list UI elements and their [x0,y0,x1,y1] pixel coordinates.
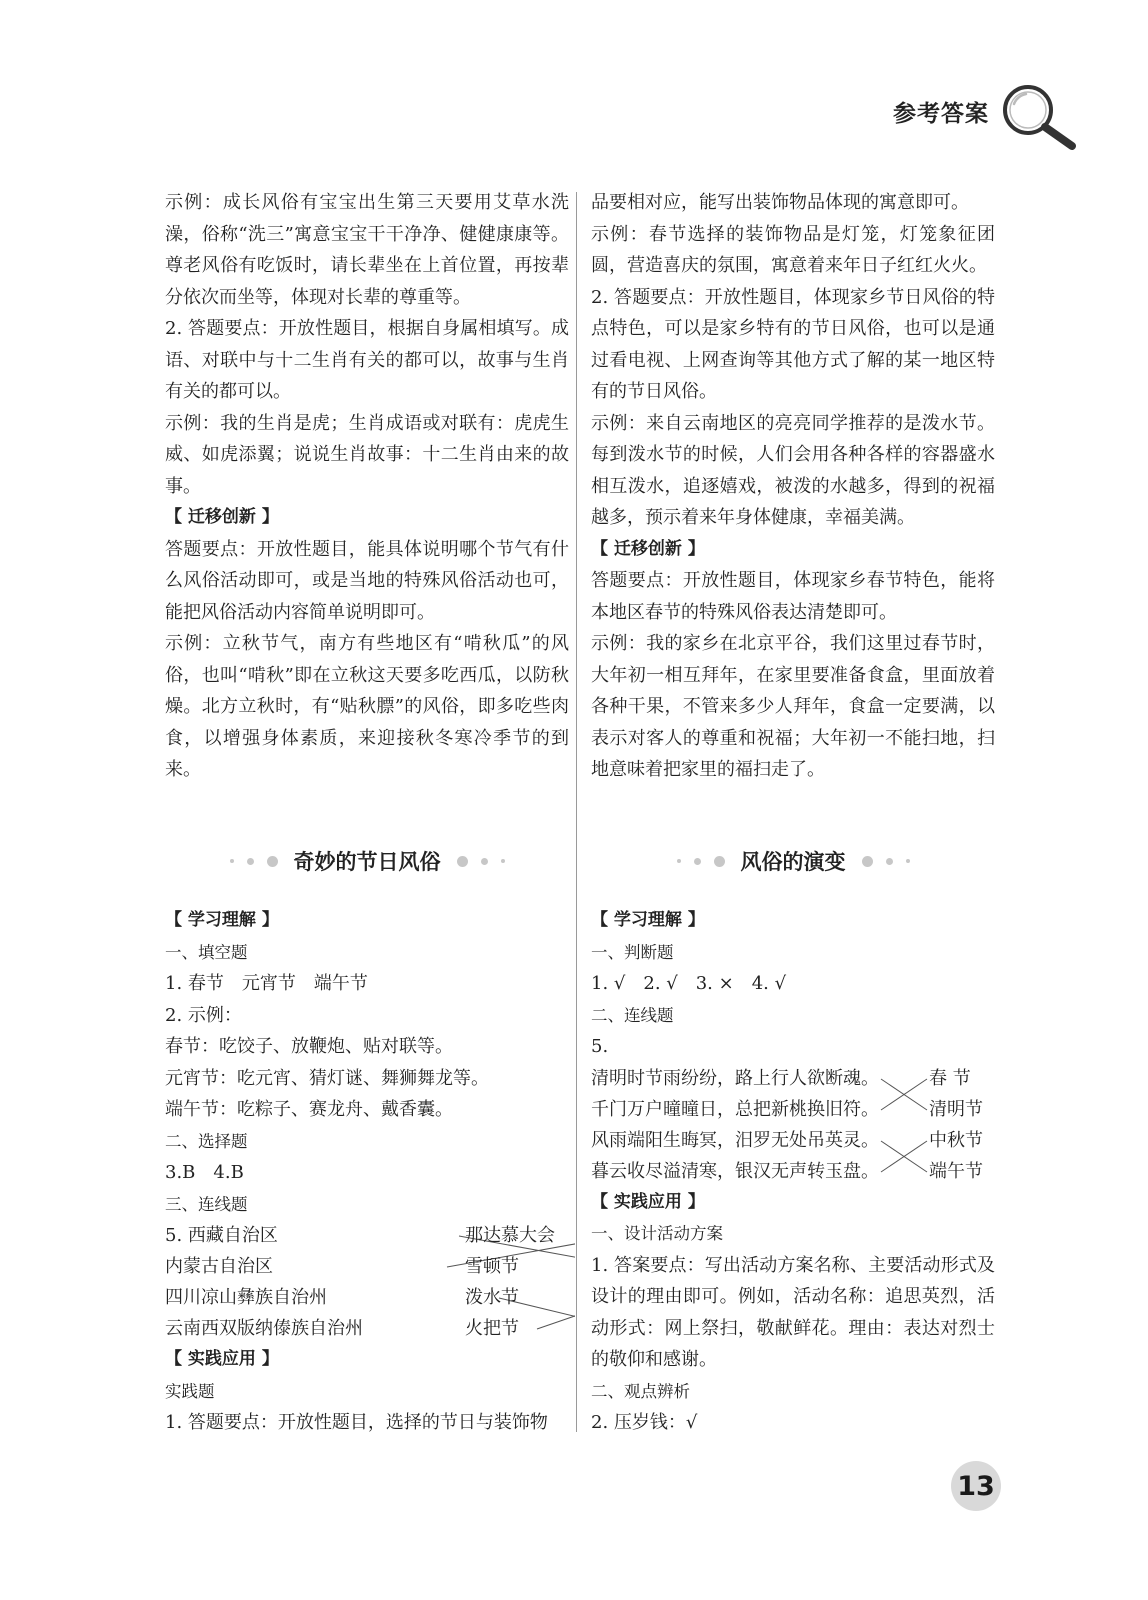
match-right-item: 春 节 [929,1067,971,1089]
answer-line: 端午节：吃粽子、赛龙舟、戴香囊。 [165,1099,453,1120]
match-left-item: 内蒙古自治区 [165,1256,273,1277]
header-title: 参考答案 [893,101,989,127]
right-bottom-column [591,905,995,1439]
answer-line: 2. 示例： [165,1004,242,1026]
paragraph: 答题要点：开放性题目，体现家乡春节特色，能将本地区春节的特殊风俗表达清楚即可。 [591,570,995,623]
section-heading: 【 学习理解 】 [591,910,705,930]
subheading: 一、填空题 [165,942,248,962]
subheading: 一、设计活动方案 [591,1224,723,1243]
page-number: 13 [951,1461,1001,1511]
section-title-text: 风俗的演变 [740,850,846,874]
paragraph: 示例：成长风俗有宝宝出生第三天要用艾草水洗澡，俗称“洗三”寓意宝宝干干净净、健健康康等。尊老风俗有吃饭时，请长辈坐在上首位置，再按辈分依次而坐等，体现对长辈的尊重等。 [165,192,569,308]
matching-exercise [591,1063,1001,1187]
match-right-item: 端午节 [929,1160,983,1182]
section-heading: 【 迁移创新 】 [591,538,705,559]
match-left-item: 千门万户曈曈日，总把新桃换旧符。 [591,1098,879,1120]
left-bottom-column [165,905,569,1439]
answer-line: 5. [591,1036,609,1057]
match-right-item: 清明节 [929,1098,983,1120]
paragraph: 品要相对应，能写出装饰物品体现的寓意即可。 [591,192,969,213]
answer-line: 2. 压岁钱：√ [591,1412,698,1433]
paragraph: 示例：来自云南地区的亮亮同学推荐的是泼水节。每到泼水节的时候，人们会用各种各样的容器盛水相互泼水，追逐嬉戏，被泼的水越多，得到的祝福越多，预示着来年身体健康，幸福美满。 [591,412,995,528]
section-heading: 【 实践应用 】 [165,1349,279,1369]
paragraph: 2. 答题要点：开放性题目，根据自身属相填写。成语、对联中与十二生肖有关的都可以，故事与生肖有关的都可以。 [165,318,569,402]
subheading: 实践题 [165,1381,215,1401]
right-top-column [591,187,995,786]
subheading: 一、判断题 [591,942,674,962]
decorative-dots [457,856,505,867]
magnifier-icon [996,80,1080,152]
answer-line: 春节：吃饺子、放鞭炮、贴对联等。 [165,1036,453,1057]
answer-line: 1. 答题要点：开放性题目，选择的节日与装饰物 [165,1412,548,1433]
match-left-item: 风雨端阳生晦冥，汨罗无处吊英灵。 [591,1129,879,1151]
match-right-item: 火把节 [465,1318,519,1339]
match-right-item: 中秋节 [929,1129,983,1151]
answer-line: 1. 春节 元宵节 端午节 [165,973,368,994]
subheading: 二、观点辨析 [591,1381,690,1401]
match-left-item: 四川凉山彝族自治州 [165,1287,327,1308]
subheading: 三、连线题 [165,1194,248,1214]
paragraph: 示例：立秋节气，南方有些地区有“啃秋瓜”的风俗，也叫“啃秋”即在立秋这天要多吃西瓜，以防秋燥。北方立秋时，有“贴秋膘”的风俗，即多吃些肉食，以增强身体素质，来迎接秋冬寒冷季节的到来。 [165,633,569,780]
column-divider [576,192,577,1432]
match-right-item: 那达慕大会 [465,1225,555,1246]
answer-line: 元宵节：吃元宵、猜灯谜、舞狮舞龙等。 [165,1067,489,1089]
matching-exercise [165,1220,575,1344]
section-title-text: 奇妙的节日风俗 [293,850,441,874]
section-title-left [165,843,569,879]
paragraph: 答题要点：开放性题目，能具体说明哪个节气有什么风俗活动即可，或是当地的特殊风俗活动也可，能把风俗活动内容简单说明即可。 [165,538,569,623]
paragraph: 2. 答题要点：开放性题目，体现家乡节日风俗的特点特色，可以是家乡特有的节日风俗，也可以是通过看电视、上网查询等其他方式了解的某一地区特有的节日风俗。 [591,286,995,402]
section-title-right [591,843,995,879]
subheading: 二、连线题 [591,1005,674,1025]
subheading: 二、选择题 [165,1131,248,1151]
answer-line: 3.B 4.B [165,1162,244,1183]
paragraph: 示例：我的生肖是虎；生肖成语或对联有：虎虎生威、如虎添翼；说说生肖故事：十二生肖由来的故事。 [165,412,569,497]
decorative-dots [230,856,278,867]
match-left-item: 5. 西藏自治区 [165,1225,278,1246]
paragraph: 1. 答案要点：写出活动方案名称、主要活动形式及设计的理由即可。例如，活动名称：追思英烈，活动形式：网上祭扫，敬献鲜花。理由：表达对烈士的敬仰和感谢。 [591,1254,995,1370]
match-right-item: 雪顿节 [465,1256,519,1277]
match-left-item: 云南西双版纳傣族自治州 [165,1318,363,1339]
section-heading: 【 实践应用 】 [591,1191,705,1212]
match-left-item: 清明时节雨纷纷，路上行人欲断魂。 [591,1067,879,1089]
match-right-item: 泼水节 [465,1287,519,1308]
answer-line: 1. √ 2. √ 3. × 4. √ [591,973,787,994]
decorative-dots [677,856,725,867]
left-top-column [165,187,569,786]
match-left-item: 暮云收尽溢清寒，银汉无声转玉盘。 [591,1160,879,1182]
paragraph: 示例：春节选择的装饰物品是灯笼，灯笼象征团圆，营造喜庆的氛围，寓意着来年日子红红火火。 [591,223,995,276]
decorative-dots [862,856,910,867]
paragraph: 示例：我的家乡在北京平谷，我们这里过春节时，大年初一相互拜年，在家里要准备食盒，里面放着各种干果，不管来多少人拜年，食盒一定要满，以表示对客人的尊重和祝福；大年初一不能扫地，扫地意味着把家里的福扫走了。 [591,633,995,780]
section-heading: 【 迁移创新 】 [165,507,279,527]
section-heading: 【 学习理解 】 [165,910,279,930]
